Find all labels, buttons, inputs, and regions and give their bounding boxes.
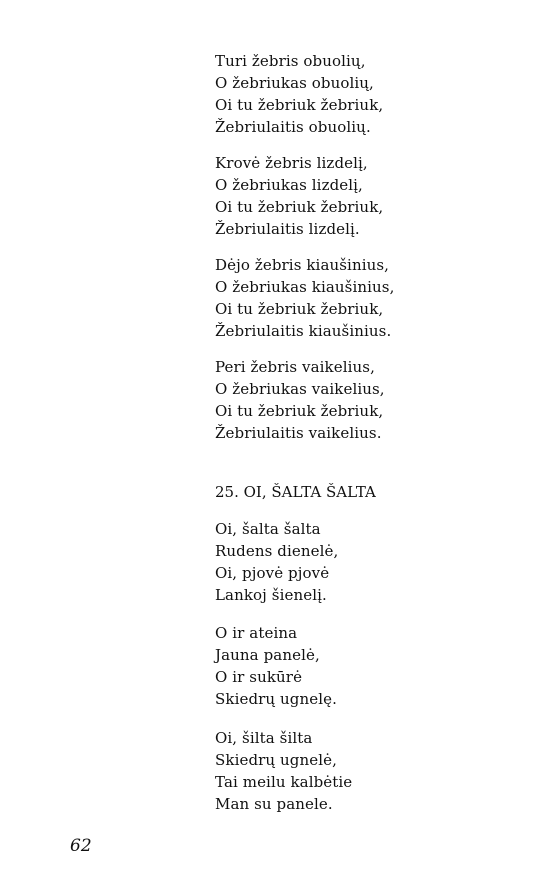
stanza	[215, 50, 383, 138]
verse-line: Man su panele.	[215, 795, 333, 813]
verse-line: O ir sukūrė	[215, 668, 303, 686]
verse-line: Oi tu žebriuk žebriuk,	[215, 300, 384, 318]
stanza	[215, 254, 394, 342]
stanza	[215, 356, 385, 444]
verse-line: Krovė žebris lizdelį,	[215, 154, 368, 172]
verse-line: Tai meilu kalbėtie	[215, 773, 353, 791]
verse-line: O žebriukas vaikelius,	[215, 380, 385, 398]
stanza	[215, 622, 337, 710]
stanza	[215, 152, 383, 240]
song-heading: 25. OI, ŠALTA ŠALTA	[215, 483, 376, 501]
verse-line: Oi, šalta šalta	[215, 520, 321, 538]
verse-line: Skiedrų ugnelė,	[215, 751, 337, 769]
verse-line: O žebriukas lizdelį,	[215, 176, 363, 194]
stanza	[215, 727, 352, 815]
verse-line: Skiedrų ugnelę.	[215, 690, 337, 708]
verse-line: Turi žebris obuolių,	[215, 52, 366, 70]
verse-line: Oi, šilta šilta	[215, 729, 313, 747]
verse-line: Oi, pjovė pjovė	[215, 564, 330, 582]
verse-line: Dėjo žebris kiaušinius,	[215, 256, 390, 274]
verse-line: Rudens dienelė,	[215, 542, 339, 560]
verse-line: Peri žebris vaikelius,	[215, 358, 375, 376]
verse-line: O ir ateina	[215, 624, 298, 642]
verse-line: Oi tu žebriuk žebriuk,	[215, 198, 384, 216]
verse-line: Žebriulaitis vaikelius.	[215, 424, 382, 442]
verse-line: Oi tu žebriuk žebriuk,	[215, 96, 384, 114]
verse-line: O žebriukas obuolių,	[215, 74, 374, 92]
verse-line: Jauna panelė,	[215, 646, 320, 664]
verse-line: O žebriukas kiaušinius,	[215, 278, 395, 296]
stanza	[215, 518, 338, 606]
verse-line: Žebriulaitis obuolių.	[215, 118, 371, 136]
page-number: 62	[70, 836, 92, 856]
verse-line: Oi tu žebriuk žebriuk,	[215, 402, 384, 420]
verse-line: Žebriulaitis kiaušinius.	[215, 322, 392, 340]
verse-line: Lankoj šienelį.	[215, 586, 327, 604]
verse-line: Žebriulaitis lizdelį.	[215, 220, 360, 238]
